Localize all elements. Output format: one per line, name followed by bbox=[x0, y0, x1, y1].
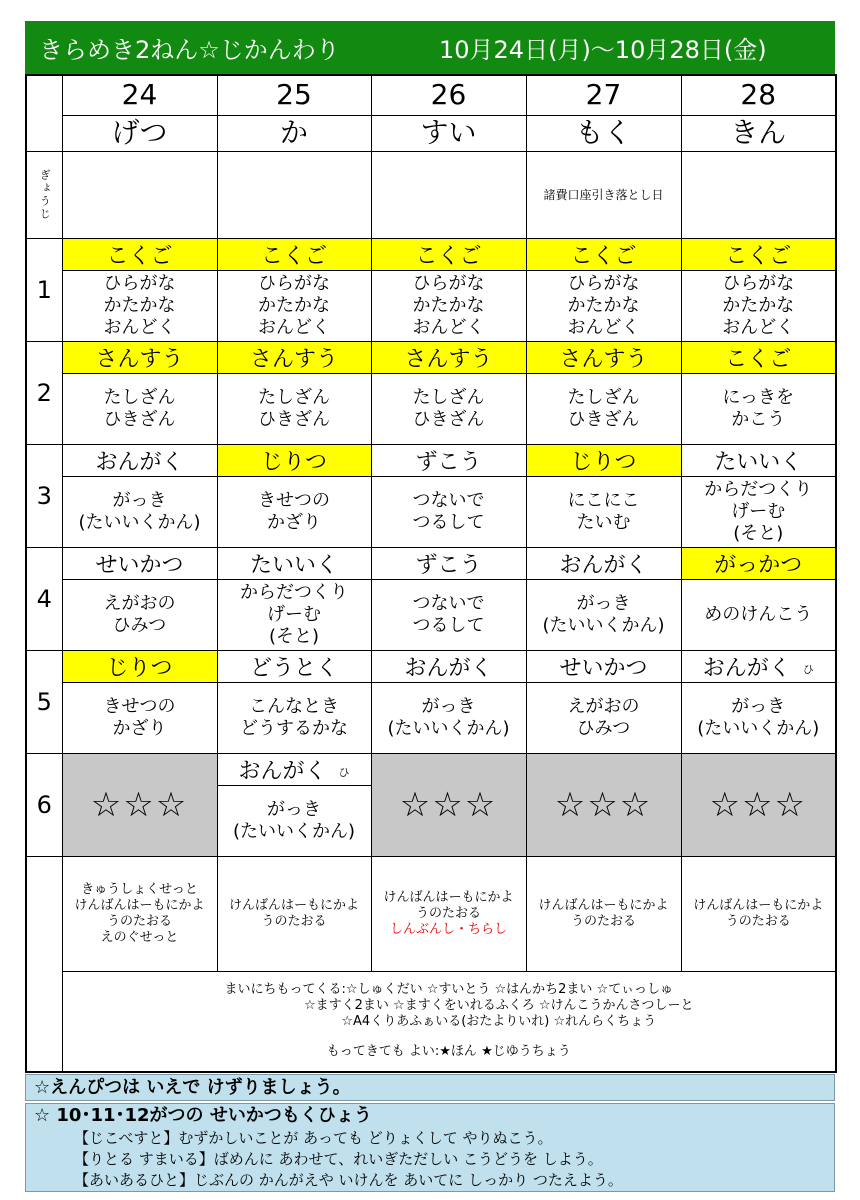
side-blank-cell bbox=[26, 856, 62, 1072]
daily-items-line: まいにちもってくる:☆しゅくだい ☆すいとう ☆はんかち2まい ☆てぃっしゅ bbox=[224, 982, 673, 998]
subject-cell bbox=[526, 341, 681, 373]
daily-items-line: ☆ますく2まい ☆ますくをいれるふくろ ☆けんこうかんさつしーと bbox=[304, 998, 694, 1014]
bring-item-line: けんばんはーもにかよ bbox=[228, 897, 359, 913]
lesson-content-line: えがおの bbox=[103, 592, 176, 614]
gyoji-label: ぎょうじ bbox=[38, 168, 52, 221]
day-name-cell bbox=[217, 115, 371, 151]
lesson-content-line: からだつくり bbox=[240, 581, 348, 603]
period-number-cell bbox=[26, 444, 62, 547]
subject-cell bbox=[681, 547, 836, 579]
subject-cell bbox=[217, 341, 371, 373]
lesson-content-line: がっき bbox=[421, 695, 476, 717]
life-goal-line: 【りとる すまいる】ばめんに あわせて、れいぎただしい こうどうを しよう。 bbox=[74, 1150, 603, 1168]
lesson-content-line: ひらがな bbox=[258, 272, 330, 294]
subject-name: おんがく bbox=[559, 552, 648, 578]
bring-item-highlight: しんぶんし・ちらし bbox=[389, 921, 507, 937]
lesson-content-line: きせつの bbox=[103, 695, 176, 717]
period-number-cell bbox=[26, 650, 62, 753]
subject-cell bbox=[217, 547, 371, 579]
subject-cell bbox=[62, 238, 217, 270]
subject-name: せいかつ bbox=[559, 655, 648, 681]
subject-name: じりつ bbox=[570, 449, 637, 475]
bring-items-cell bbox=[526, 856, 681, 971]
lesson-content-cell bbox=[371, 476, 526, 547]
lesson-content-cell bbox=[526, 579, 681, 650]
lesson-content-line: つないで bbox=[412, 489, 485, 511]
lesson-content-line: (たいいくかん) bbox=[542, 614, 665, 636]
bring-items-cell bbox=[217, 856, 371, 971]
subject-cell bbox=[526, 547, 681, 579]
day-name-cell bbox=[62, 115, 217, 151]
subject-name: じりつ bbox=[260, 449, 327, 475]
day-name-cell bbox=[371, 115, 526, 151]
lesson-content-line: つないで bbox=[412, 592, 485, 614]
lesson-content-line: かざり bbox=[112, 717, 167, 739]
lesson-content-line: ひきざん bbox=[412, 408, 485, 430]
lesson-content-line: こんなとき bbox=[249, 695, 339, 717]
period-number: 2 bbox=[36, 378, 52, 407]
free-period-cell bbox=[371, 753, 526, 856]
event-cell bbox=[371, 151, 526, 238]
lesson-content-line: たしざん bbox=[103, 386, 176, 408]
lesson-content-line: がっき bbox=[731, 695, 786, 717]
life-goals-box bbox=[25, 1103, 835, 1192]
title-bar bbox=[25, 21, 835, 74]
day-number-cell bbox=[526, 75, 681, 115]
lesson-content-cell bbox=[526, 476, 681, 547]
subject-mark: ひ bbox=[802, 662, 814, 676]
bring-item-line: けんばんはーもにかよ bbox=[693, 897, 824, 913]
subject-cell bbox=[526, 238, 681, 270]
subject-cell bbox=[217, 650, 371, 682]
life-goal-line: 【あいあるひと】じぶんの かんがえや いけんを あいてに しっかり つたえよう。 bbox=[74, 1171, 623, 1189]
subject-name: おんがく bbox=[404, 655, 493, 681]
lesson-content-line: つるして bbox=[412, 614, 485, 636]
event-cell bbox=[217, 151, 371, 238]
free-period-cell bbox=[526, 753, 681, 856]
subject-name: さんすう bbox=[95, 346, 184, 372]
subject-name: おんがく bbox=[238, 758, 327, 784]
subject-name: じりつ bbox=[106, 655, 173, 681]
lesson-content-line: ひみつ bbox=[112, 614, 167, 636]
day-number-cell bbox=[217, 75, 371, 115]
subject-cell bbox=[217, 444, 371, 476]
bring-item-line: えのぐせっと bbox=[100, 929, 179, 945]
subject-cell bbox=[217, 238, 371, 270]
day-name: か bbox=[279, 116, 308, 149]
day-name: もく bbox=[575, 116, 632, 149]
subject-cell bbox=[681, 650, 836, 682]
subject-name: せいかつ bbox=[95, 552, 184, 578]
lesson-content-line: おんどく bbox=[258, 316, 330, 338]
lesson-content-line: めのけんこう bbox=[704, 603, 813, 625]
lesson-content-line: つるして bbox=[412, 511, 485, 533]
lesson-content-cell bbox=[217, 579, 371, 650]
subject-cell bbox=[217, 753, 371, 785]
lesson-content-line: (たいいくかん) bbox=[232, 820, 356, 842]
subject-name: こくご bbox=[725, 243, 792, 269]
date-range: 10月24日(月)～10月28日(金) bbox=[439, 36, 767, 64]
lesson-content-cell bbox=[217, 270, 371, 341]
bring-item-line: うのたおる bbox=[106, 913, 172, 929]
period-number: 1 bbox=[36, 275, 52, 304]
lesson-content-line: ひきざん bbox=[567, 408, 640, 430]
lesson-content-cell bbox=[681, 579, 836, 650]
lesson-content-line: たいむ bbox=[576, 511, 631, 533]
day-name: すい bbox=[420, 116, 477, 149]
lesson-content-line: (たいいくかん) bbox=[697, 717, 820, 739]
optional-items-line: もってきても よい:★ほん ★じゆうちょう bbox=[326, 1044, 571, 1060]
subject-cell bbox=[62, 444, 217, 476]
lesson-content-cell bbox=[371, 373, 526, 444]
stars-mark: ☆☆☆ bbox=[709, 784, 807, 825]
lesson-content-line: がっき bbox=[576, 592, 631, 614]
lesson-content-cell bbox=[526, 682, 681, 753]
period-number: 5 bbox=[36, 687, 52, 716]
lesson-content-cell bbox=[62, 373, 217, 444]
subject-cell bbox=[526, 650, 681, 682]
lesson-content-line: にこにこ bbox=[567, 489, 640, 511]
lesson-content-cell bbox=[62, 579, 217, 650]
spacer bbox=[63, 1030, 836, 1044]
bring-item-line: うのたおる bbox=[261, 913, 327, 929]
subject-name: こくご bbox=[106, 243, 173, 269]
lesson-content-cell bbox=[371, 579, 526, 650]
lesson-content-line: かたかな bbox=[258, 294, 330, 316]
day-name: げつ bbox=[111, 116, 168, 149]
subject-cell bbox=[62, 341, 217, 373]
lesson-content-line: がっき bbox=[267, 798, 321, 820]
period-number: 4 bbox=[36, 584, 52, 613]
lesson-content-line: ひみつ bbox=[576, 717, 631, 739]
subject-cell bbox=[371, 547, 526, 579]
day-number-cell bbox=[371, 75, 526, 115]
subject-cell bbox=[371, 341, 526, 373]
lesson-content-line: たしざん bbox=[567, 386, 640, 408]
life-goal-line: 【じこべすと】むずかしいことが あっても どりょくして やりぬこう。 bbox=[74, 1129, 553, 1147]
stars-mark: ☆☆☆ bbox=[90, 784, 189, 825]
timetable bbox=[25, 74, 837, 1073]
bring-item-line: きゅうしょくせっと bbox=[81, 881, 198, 897]
subject-name: こくご bbox=[725, 346, 792, 372]
daily-items-cell bbox=[62, 971, 836, 1072]
day-number-cell bbox=[62, 75, 217, 115]
lesson-content-line: かたかな bbox=[722, 294, 795, 316]
bring-item-line: けんばんはーもにかよ bbox=[383, 889, 514, 905]
event-cell bbox=[681, 151, 836, 238]
lesson-content-cell bbox=[526, 270, 681, 341]
lesson-content-line: (たいいくかん) bbox=[78, 511, 201, 533]
lesson-content-line: ひきざん bbox=[258, 408, 330, 430]
free-period-cell bbox=[62, 753, 217, 856]
subject-cell bbox=[681, 341, 836, 373]
lesson-content-line: ひらがな bbox=[412, 272, 485, 294]
lesson-content-cell bbox=[62, 476, 217, 547]
lesson-content-cell bbox=[217, 476, 371, 547]
event-cell bbox=[62, 151, 217, 238]
lesson-content-line: えがおの bbox=[567, 695, 640, 717]
subject-name: こくご bbox=[415, 243, 482, 269]
lesson-content-line: (そと) bbox=[268, 625, 320, 647]
lesson-content-line: ひらがな bbox=[722, 272, 795, 294]
lesson-content-line: きせつの bbox=[258, 489, 330, 511]
bring-item-line: けんばんはーもにかよ bbox=[74, 897, 205, 913]
stars-mark: ☆☆☆ bbox=[399, 784, 498, 825]
lesson-content-line: かこう bbox=[731, 408, 786, 430]
day-number: 25 bbox=[276, 78, 312, 112]
corner-cell bbox=[26, 75, 62, 151]
gyoji-label-cell bbox=[26, 151, 62, 238]
page-title: きらめき2ねん☆じかんわり bbox=[39, 36, 340, 64]
period-number-cell bbox=[26, 341, 62, 444]
lesson-content-line: どうするかな bbox=[240, 717, 348, 739]
lesson-content-line: たしざん bbox=[412, 386, 485, 408]
day-number: 28 bbox=[740, 78, 777, 112]
free-period-cell bbox=[681, 753, 836, 856]
lesson-content-cell bbox=[62, 270, 217, 341]
lesson-content-cell bbox=[62, 682, 217, 753]
subject-name: ずこう bbox=[415, 449, 482, 475]
lesson-content-line: からだつくり bbox=[704, 478, 813, 500]
lesson-content-line: げーむ bbox=[731, 500, 786, 522]
lesson-content-line: かざり bbox=[267, 511, 321, 533]
day-number: 26 bbox=[430, 78, 467, 112]
subject-cell bbox=[62, 650, 217, 682]
bring-item-line: うのたおる bbox=[725, 913, 791, 929]
lesson-content-cell bbox=[681, 270, 836, 341]
day-name-cell bbox=[681, 115, 836, 151]
stars-mark: ☆☆☆ bbox=[554, 784, 653, 825]
lesson-content-cell bbox=[217, 373, 371, 444]
period-number: 3 bbox=[36, 481, 52, 510]
lesson-content-line: がっき bbox=[112, 489, 167, 511]
lesson-content-line: かたかな bbox=[412, 294, 485, 316]
period-number-cell bbox=[26, 238, 62, 341]
lesson-content-line: たしざん bbox=[258, 386, 330, 408]
pencil-note: ☆えんぴつは いえで けずりましょう。 bbox=[25, 1074, 835, 1101]
lesson-content-line: (たいいくかん) bbox=[387, 717, 510, 739]
daily-items-line: ☆A4くりあふぁいる(おたよりいれ) ☆れんらくちょう bbox=[341, 1014, 657, 1030]
bring-items-cell bbox=[681, 856, 836, 971]
subject-name: さんすう bbox=[559, 346, 648, 372]
lesson-content-cell bbox=[371, 270, 526, 341]
subject-cell bbox=[62, 547, 217, 579]
lesson-content-line: おんどく bbox=[412, 316, 485, 338]
lesson-content-cell bbox=[526, 373, 681, 444]
lesson-content-cell bbox=[371, 682, 526, 753]
subject-name: がっかつ bbox=[714, 552, 803, 578]
event-text: 諸費口座引き落とし日 bbox=[543, 188, 664, 202]
lesson-content-line: げーむ bbox=[267, 603, 321, 625]
day-name: きん bbox=[730, 116, 787, 149]
subject-name: ずこう bbox=[415, 552, 482, 578]
lesson-content-line: かたかな bbox=[103, 294, 176, 316]
subject-name: さんすう bbox=[404, 346, 493, 372]
subject-name: たいいく bbox=[249, 552, 338, 578]
bring-items-cell bbox=[62, 856, 217, 971]
lesson-content-line: にっきを bbox=[722, 386, 795, 408]
lesson-content-line: ひらがな bbox=[567, 272, 640, 294]
day-name-cell bbox=[526, 115, 681, 151]
period-number-cell bbox=[26, 753, 62, 856]
subject-name: たいいく bbox=[714, 449, 803, 475]
subject-name: こくご bbox=[260, 243, 327, 269]
subject-name: こくご bbox=[570, 243, 637, 269]
day-number: 24 bbox=[121, 78, 158, 112]
bring-items-cell bbox=[371, 856, 526, 971]
subject-cell bbox=[371, 650, 526, 682]
period-number-cell bbox=[26, 547, 62, 650]
subject-cell bbox=[526, 444, 681, 476]
lesson-content-cell bbox=[681, 682, 836, 753]
subject-cell bbox=[371, 238, 526, 270]
subject-name: おんがく bbox=[95, 449, 184, 475]
day-number-cell bbox=[681, 75, 836, 115]
event-cell bbox=[526, 151, 681, 238]
subject-name: さんすう bbox=[249, 346, 338, 372]
subject-cell bbox=[681, 238, 836, 270]
life-goals-heading: ☆ 10･11･12がつの せいかつもくひょう bbox=[34, 1105, 372, 1126]
subject-name: どうとく bbox=[249, 655, 338, 681]
bring-item-line: けんばんはーもにかよ bbox=[538, 897, 669, 913]
subject-cell bbox=[371, 444, 526, 476]
bring-item-line: うのたおる bbox=[570, 913, 636, 929]
lesson-content-line: (そと) bbox=[733, 522, 784, 544]
lesson-content-line: おんどく bbox=[103, 316, 176, 338]
period-number: 6 bbox=[36, 790, 52, 819]
lesson-content-cell bbox=[217, 785, 371, 856]
lesson-content-line: ひきざん bbox=[103, 408, 176, 430]
lesson-content-cell bbox=[681, 476, 836, 547]
lesson-content-line: おんどく bbox=[722, 316, 795, 338]
lesson-content-line: おんどく bbox=[567, 316, 640, 338]
lesson-content-cell bbox=[681, 373, 836, 444]
subject-mark: ひ bbox=[338, 765, 350, 779]
lesson-content-line: ひらがな bbox=[103, 272, 176, 294]
subject-cell bbox=[681, 444, 836, 476]
lesson-content-cell bbox=[217, 682, 371, 753]
lesson-content-line: かたかな bbox=[567, 294, 640, 316]
subject-name: おんがく bbox=[702, 655, 791, 681]
day-number: 27 bbox=[585, 78, 622, 112]
bring-item-line: うのたおる bbox=[415, 905, 481, 921]
